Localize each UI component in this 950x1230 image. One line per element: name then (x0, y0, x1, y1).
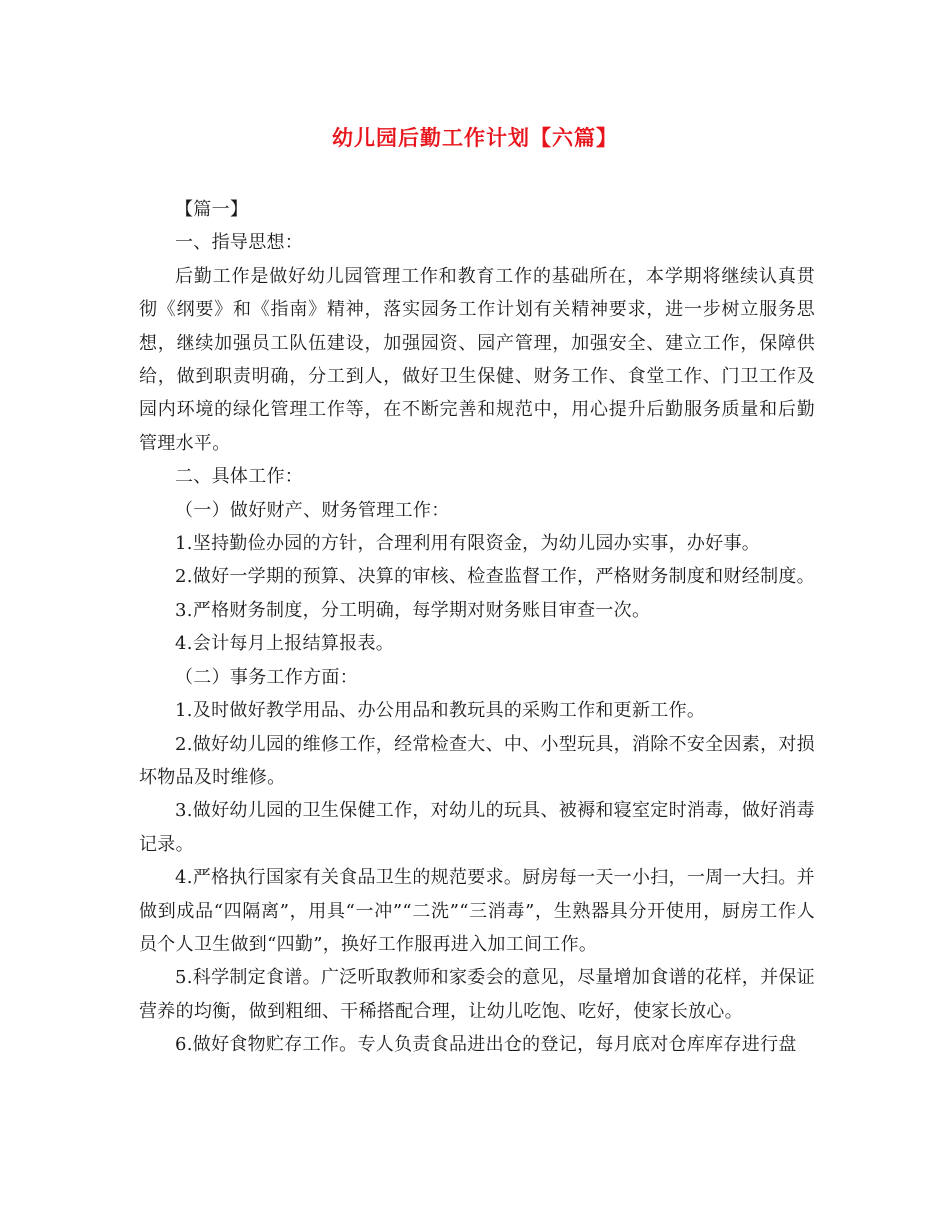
list-item: 4.会计每月上报结算报表。 (175, 633, 395, 655)
subheading-affairs: （二）事务工作方面： (175, 666, 358, 688)
section-heading-part-one: 【篇一】 (175, 199, 249, 220)
list-item: 1.坚持勤俭办园的方针，合理利用有限资金，为幼儿园办实事，办好事。 (175, 533, 761, 555)
heading-guiding-ideology: 一、指导思想： (175, 232, 304, 254)
document-title: 幼儿园后勤工作计划【六篇】 (332, 125, 618, 150)
list-item: 2.做好幼儿园的维修工作，经常检查大、中、小型玩具，消除不安全因素，对损坏物品及时维修。 (139, 733, 815, 788)
list-item: 6.做好食物贮存工作。专人负责食品进出仓的登记，每月底对仓库库存进行盘 (175, 1034, 797, 1056)
list-item: 4.严格执行国家有关食品卫生的规范要求。厨房每一天一小扫，一周一大扫。并做到成品“四隔离”，用具“一冲”“二洗”“三消毒”，生熟器具分开使用，厨房工作人员个人卫生做到“四勤”，换好工作服再进入加工间工作。 (139, 867, 815, 955)
document-body (139, 193, 815, 1062)
list-item: 3.严格财务制度，分工明确，每学期对财务账目审查一次。 (175, 599, 651, 621)
paragraph-guiding-ideology: 后勤工作是做好幼儿园管理工作和教育工作的基础所在，本学期将继续认真贯彻《纲要》和《指南》精神，落实园务工作计划有关精神要求，进一步树立服务思想，继续加强员工队伍建设，加强园资、园产管理，加强安全、建立工作，保障供给，做到职责明确，分工到人，做好卫生保健、财务工作、食堂工作、门卫工作及园内环境的绿化管理工作等，在不断完善和规范中，用心提升后勤服务质量和后勤管理水平。 (139, 265, 815, 454)
list-item: 5.科学制定食谱。广泛听取教师和家委会的意见，尽量增加食谱的花样，并保证营养的均衡，做到粗细、干稀搭配合理，让幼儿吃饱、吃好，使家长放心。 (139, 967, 815, 1022)
subheading-finance: （一）做好财产、财务管理工作： (175, 499, 450, 521)
list-item: 3.做好幼儿园的卫生保健工作，对幼儿的玩具、被褥和寝室定时消毒，做好消毒记录。 (139, 800, 815, 855)
heading-specific-work: 二、具体工作： (175, 466, 304, 488)
list-item: 1.及时做好教学用品、办公用品和教玩具的采购工作和更新工作。 (175, 700, 706, 722)
list-item: 2.做好一学期的预算、决算的审核、检查监督工作，严格财务制度和财经制度。 (175, 566, 815, 588)
